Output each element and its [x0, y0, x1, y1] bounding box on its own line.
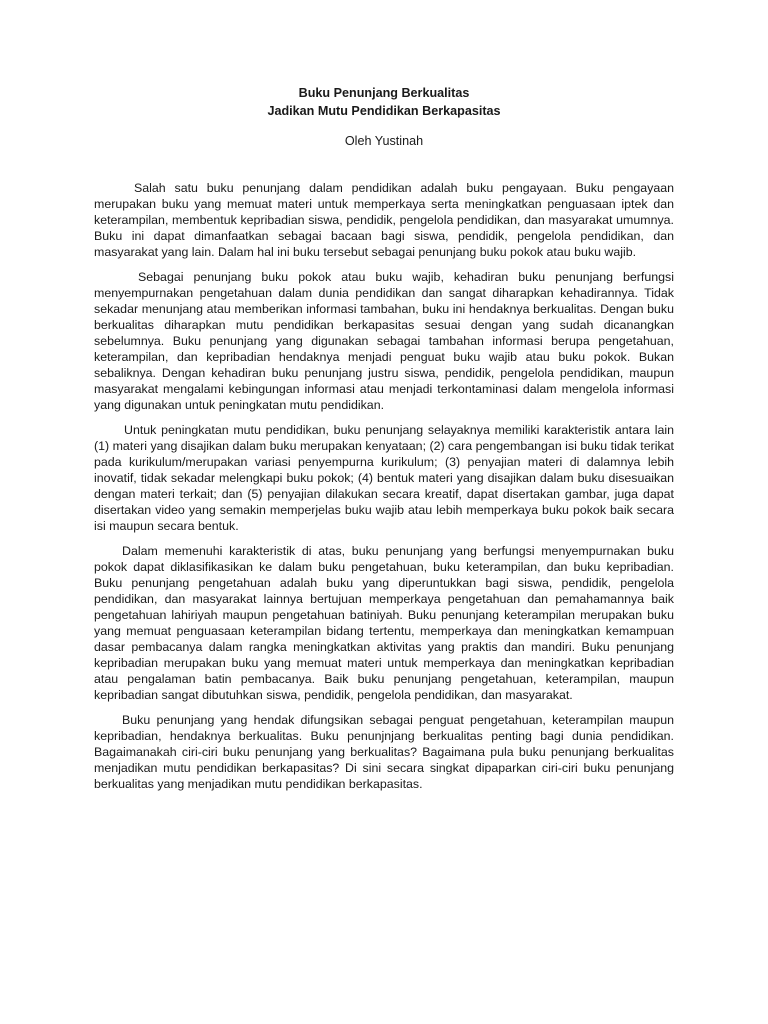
document-body — [94, 180, 674, 792]
body-paragraph: Buku penunjang yang hendak difungsikan sebagai penguat pengetahuan, keterampilan maupun kepribadian, hendaknya berkualitas. Buku penunjnjang berkualitas penting bagi dunia pendidikan. Bagaimanakah ciri-ciri buku penunjang yang berkualitas? Bagaimana pula buku penunjang berkualitas menjadikan mutu pendidikan berkapasitas? Di sini secara singkat dipaparkan ciri-ciri buku penunjang berkualitas yang menjadikan mutu pendidikan berkapasitas. — [94, 713, 674, 791]
body-paragraph: Salah satu buku penunjang dalam pendidikan adalah buku pengayaan. Buku pengayaan merupakan buku yang memuat materi untuk memperkaya serta meningkatkan penguasaan iptek dan keterampilan, membentuk kepribadian siswa, pendidik, pengelola pendidikan, dan masyarakat umumnya. Buku ini dapat dimanfaatkan sebagai bacaan bagi siswa, pendidik, pengelola pendidikan, dan masyarakat yang lain. Dalam hal ini buku tersebut sebagai penunjang buku pokok atau buku wajib. — [94, 181, 674, 259]
body-paragraph: Sebagai penunjang buku pokok atau buku wajib, kehadiran buku penunjang berfungsi menyempurnakan pengetahuan dalam dunia pendidikan dan sangat diharapkan kehadirannya. Tidak sekadar menunjang atau memberikan informasi tambahan, buku ini hendaknya berkualitas. Dengan buku berkualitas diharapkan mutu pendidikan berkapasitas sesuai dengan yang sudah dicanangkan sebelumnya. Buku penunjang yang digunakan sebagai tambahan informasi berupa pengetahuan, keterampilan, dan kepribadian hendaknya menjadi penguat buku wajib atau buku pokok. Bukan sebaliknya. Dengan kehadiran buku penunjang justru siswa, pendidik, pengelola pendidikan, maupun masyarakat mengalami kebingungan informasi atau menjadi terkontaminasi dalam mengelola informasi yang digunakan untuk peningkatan mutu pendidikan. — [94, 270, 674, 412]
document-page — [94, 84, 674, 801]
document-title: Buku Penunjang Berkualitas — [298, 86, 470, 100]
body-paragraph: Dalam memenuhi karakteristik di atas, buku penunjang yang berfungsi menyempurnakan buku pokok dapat diklasifikasikan ke dalam buku pengetahuan, buku keterampilan, dan buku kepribadian. Buku penunjang pengetahuan adalah buku yang diperuntukkan bagi siswa, pendidik, pengelola pendidikan, dan masyarakat lainnya bertujuan memperkaya pengetahuan dan pemahamannya baik pengetahuan lahiriyah maupun pengetahuan batiniyah. Buku penunjang keterampilan merupakan buku yang memuat penguasaan keterampilan bidang tertentu, memperkaya dan meningkatkan kemampuan dasar pembacanya dalam rangka meningkatkan aktivitas yang praktis dan mandiri. Buku penunjang kepribadian merupakan buku yang memuat materi untuk memperkaya dan meningkatkan kepribadian atau pengalaman batin pembacanya. Baik buku penunjang pengetahuan, keterampilan, maupun kepribadian sangat dibutuhkan siswa, pendidik, pengelola pendidikan, dan masyarakat. — [94, 544, 674, 702]
body-paragraph: Untuk peningkatan mutu pendidikan, buku penunjang selayaknya memiliki karakteristik antara lain (1) materi yang disajikan dalam buku merupakan kenyataan; (2) cara pengembangan isi buku tidak terikat pada kurikulum/merupakan variasi penyempurna kurikulum; (3) penyajian materi di dalamnya lebih inovatif, tidak sekadar melengkapi buku pokok; (4) bentuk materi yang disajikan dalam buku disesuaikan dengan materi terkait; dan (5) penyajian dilakukan secara kreatif, dapat disertakan gambar, juga dapat disertakan video yang semakin memperjelas buku wajib atau lebih memperkaya buku pokok baik secara isi maupun secara bentuk. — [94, 423, 674, 533]
document-author: Oleh Yustinah — [344, 134, 424, 148]
document-subtitle: Jadikan Mutu Pendidikan Berkapasitas — [267, 104, 501, 118]
